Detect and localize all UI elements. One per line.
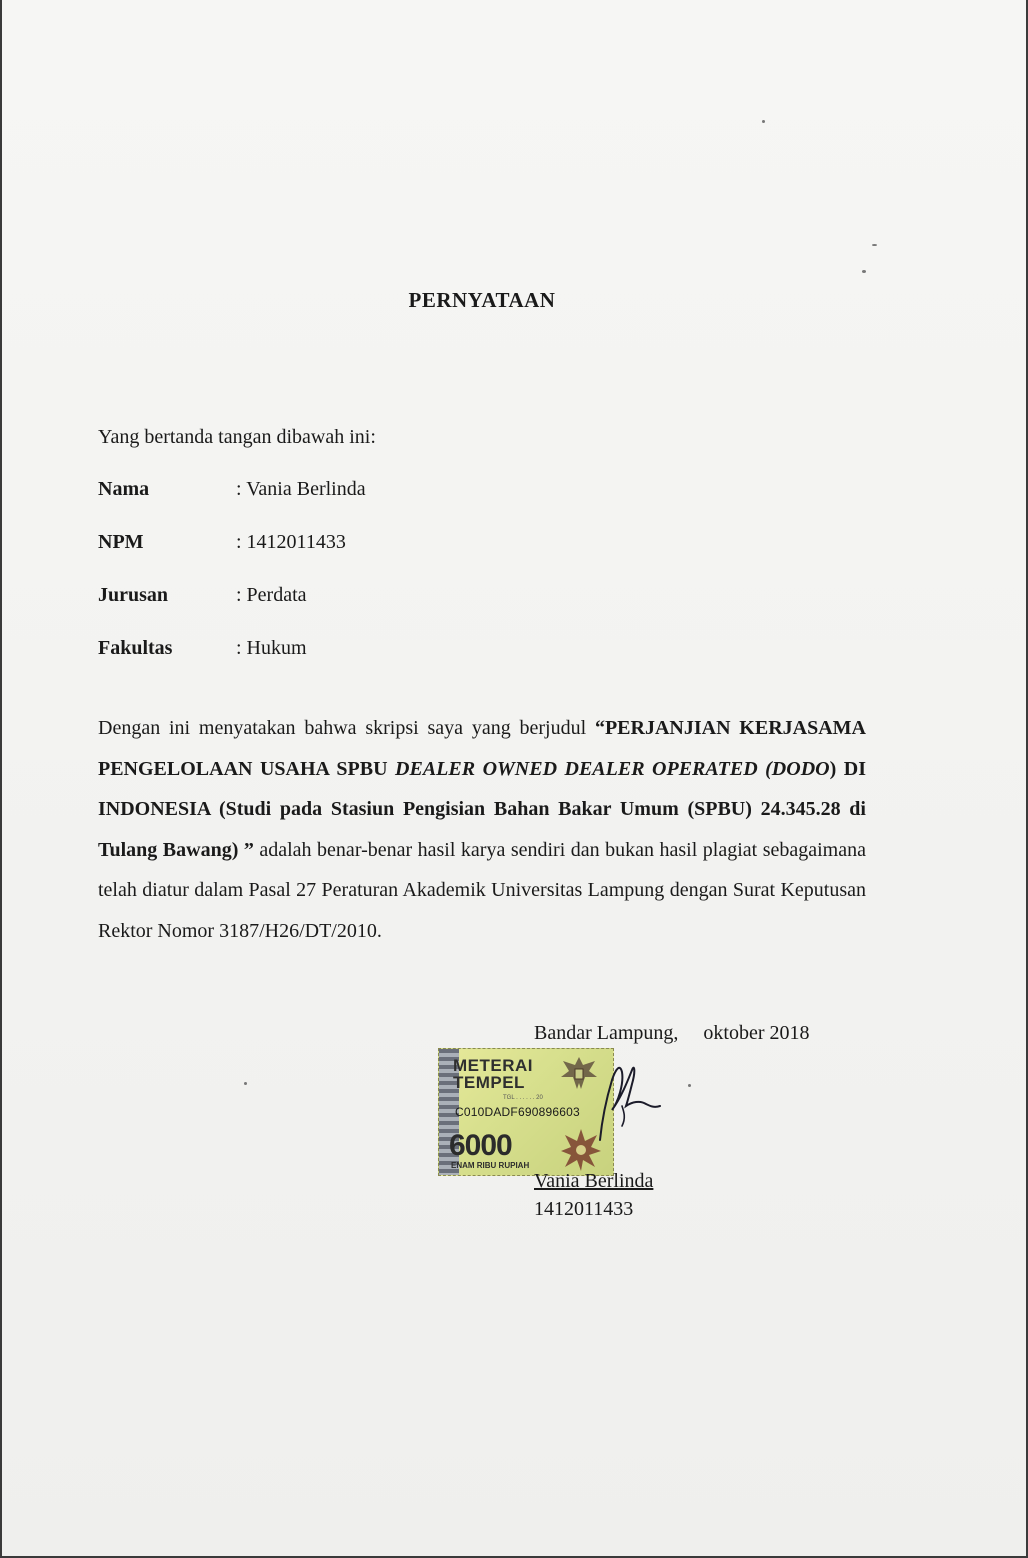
field-value: : Perdata [236, 584, 307, 606]
field-fakultas [98, 637, 698, 660]
field-label: Fakultas [98, 637, 173, 659]
thesis-title-italic: DEALER OWNED DEALER OPERATED (DODO [395, 757, 830, 780]
scan-speck [872, 244, 877, 246]
date-text: oktober 2018 [703, 1022, 810, 1044]
stamp-date-label: TGL . . . . . . 20 [503, 1095, 543, 1101]
stamp-value: 6000 [449, 1129, 512, 1162]
scan-speck [244, 1082, 247, 1085]
signer-name: Vania Berlinda [534, 1170, 654, 1192]
stamp-title-line-1: METERAI [453, 1056, 533, 1075]
thesis-title-part-2: ) DI INDONESIA (Studi pada Stasiun Pengisian Bahan Bakar Umum (SPBU) 24.345.28 di Tulang Bawang) ” [98, 757, 866, 861]
field-jurusan [98, 584, 698, 607]
signer-npm: 1412011433 [534, 1198, 634, 1220]
intro-text: Yang bertanda tangan dibawah ini: [98, 426, 376, 448]
scan-speck [688, 1084, 691, 1087]
field-npm [98, 531, 698, 554]
stamp-value-words: ENAM RIBU RUPIAH [451, 1161, 530, 1170]
thesis-title-part-1: “PERJANJIAN KERJASAMA PENGELOLAAN USAHA SPBU [98, 717, 866, 780]
statement-lead: Dengan ini menyatakan bahwa skripsi saya yang berjudul [98, 717, 595, 739]
field-value: : Vania Berlinda [236, 478, 366, 500]
stamp-tgl-year: 20 [536, 1095, 543, 1101]
field-label: Nama [98, 478, 150, 500]
stamp-serial: C010DADF690896603 [455, 1105, 580, 1119]
stamp-title-line-2: TEMPEL [453, 1073, 525, 1092]
document-title: PERNYATAAN [408, 288, 556, 312]
statement-rest: adalah benar-benar hasil karya sendiri dan bukan hasil plagiat sebagaimana telah diatur dalam Pasal 27 Peraturan Akademik Universitas Lampung dengan Surat Keputusan Rektor Nomor 3187/H26/DT/2010. [98, 838, 866, 942]
place-text: Bandar Lampung, [534, 1022, 679, 1044]
handwritten-signature [562, 1040, 672, 1150]
field-label: Jurusan [98, 584, 169, 606]
statement-paragraph [98, 708, 866, 951]
field-value: : Hukum [236, 637, 307, 659]
field-value: : 1412011433 [236, 531, 346, 553]
scan-speck [862, 270, 866, 273]
field-label: NPM [98, 531, 144, 553]
field-nama [98, 478, 698, 501]
scan-speck [762, 120, 765, 123]
stamp-title [453, 1057, 533, 1091]
stamp-tgl-text: TGL [503, 1095, 515, 1101]
